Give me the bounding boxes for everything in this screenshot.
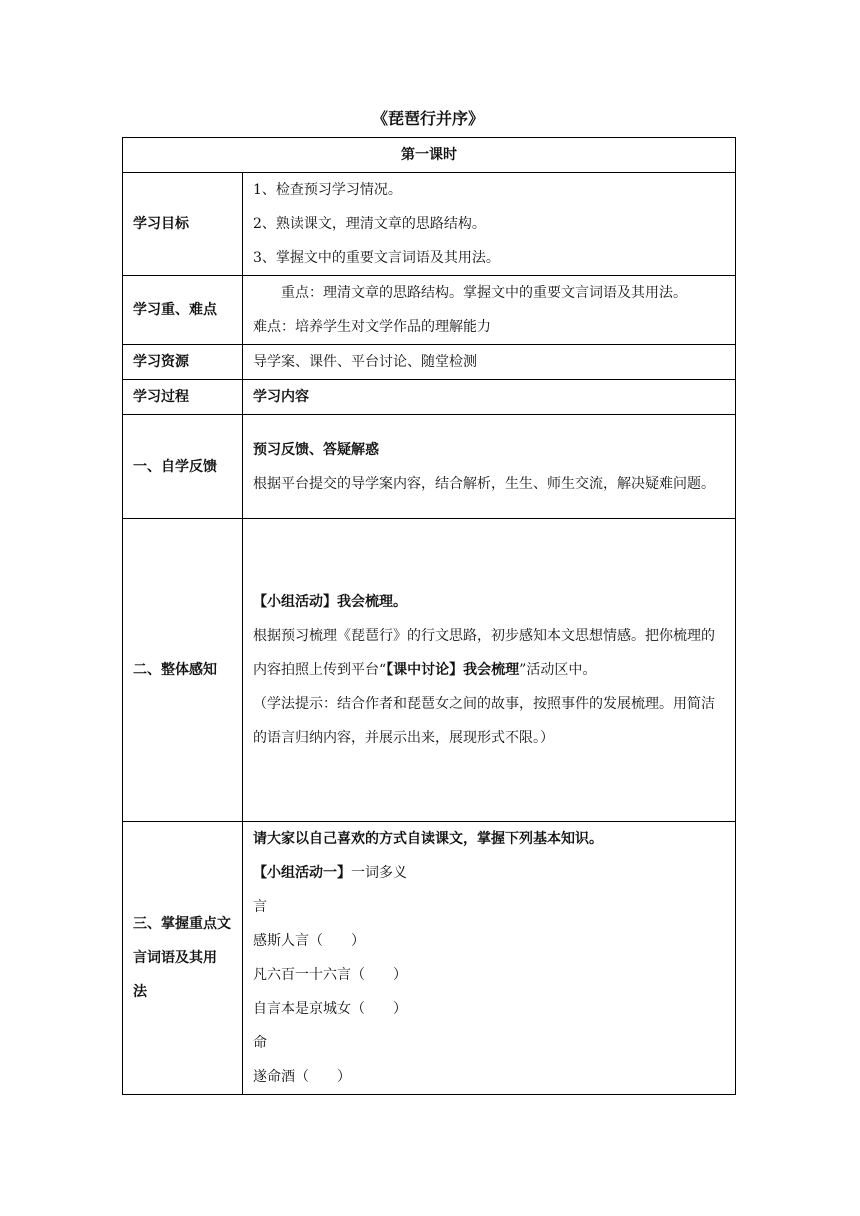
section2-body-bold: 【课中讨论】我会梳理 — [386, 662, 520, 678]
vocab-line: 言 — [253, 899, 267, 915]
key-difficulty: 难点：培养学生对文学作品的理解能力 — [253, 319, 491, 335]
process-label: 学习过程 — [123, 380, 243, 415]
goals-label: 学习目标 — [123, 173, 243, 276]
goal-item: 1、检查预习学习情况。 — [253, 182, 402, 198]
resources-value: 导学案、课件、平台讨论、随堂检测 — [243, 345, 736, 380]
section3-row — [123, 822, 736, 1095]
key-points-label: 学习重、难点 — [123, 276, 243, 345]
section2-body-start: 根据预习梳理《琵琶行》的行文思路，初步感知本文思想情感。把你梳理的内容拍照上传到平台“ — [253, 628, 715, 678]
process-row — [123, 380, 736, 415]
goals-content — [243, 173, 736, 276]
goals-row — [123, 173, 736, 276]
section1-heading: 预习反馈、答疑解惑 — [253, 441, 379, 458]
section1-body: 根据平台提交的导学案内容，结合解析，生生、师生交流，解决疑难问题。 — [253, 475, 715, 492]
resources-row — [123, 345, 736, 380]
key-focus: 重点：理清文章的思路结构。掌握文中的重要文言词语及其用法。 — [281, 285, 687, 301]
session-header-row — [123, 138, 736, 173]
vocab-line: 自言本是京城女（ ） — [253, 1001, 407, 1017]
section3-activity-bracket: 【小组活动一】 — [253, 865, 351, 881]
section2-content — [243, 519, 736, 822]
vocab-line: 遂命酒（ ） — [253, 1069, 351, 1085]
section1-label: 一、自学反馈 — [123, 415, 243, 519]
section1-row — [123, 415, 736, 519]
resources-label: 学习资源 — [123, 345, 243, 380]
session-header: 第一课时 — [123, 138, 736, 173]
section2-body — [253, 619, 725, 687]
section3-label — [123, 822, 243, 1095]
lesson-plan-table — [122, 137, 736, 1095]
goal-item: 2、熟读课文，理清文章的思路结构。 — [253, 216, 486, 232]
goal-item: 3、掌握文中的重要文言词语及其用法。 — [253, 250, 500, 266]
section2-label: 二、整体感知 — [123, 519, 243, 822]
section2-body-end: ”活动区中。 — [519, 662, 597, 678]
section3-activity-rest: 一词多义 — [351, 865, 407, 881]
section2-activity: 【小组活动】我会梳理。 — [253, 594, 407, 610]
section3-label-line: 三、掌握重点文 — [133, 916, 231, 932]
section3-intro: 请大家以自己喜欢的方式自读课文，掌握下列基本知识。 — [253, 831, 603, 847]
section3-label-line: 言词语及其用 — [133, 950, 217, 966]
key-points-content — [243, 276, 736, 345]
section3-content — [243, 822, 736, 1095]
section2-tip: （学法提示：结合作者和琵琶女之间的故事，按照事件的发展梳理。用简洁的语言归纳内容，并展示出来，展现形式不限。） — [253, 696, 715, 746]
section3-label-line: 法 — [133, 984, 147, 1000]
section1-content — [243, 415, 736, 519]
vocab-line: 感斯人言（ ） — [253, 933, 365, 949]
document-title: 《琵琶行并序》 — [371, 109, 484, 128]
vocab-line: 命 — [253, 1035, 267, 1051]
key-points-row — [123, 276, 736, 345]
section3-activity — [253, 856, 725, 890]
process-value: 学习内容 — [243, 380, 736, 415]
section2-row — [123, 519, 736, 822]
vocab-line: 凡六百一十六言（ ） — [253, 967, 407, 983]
